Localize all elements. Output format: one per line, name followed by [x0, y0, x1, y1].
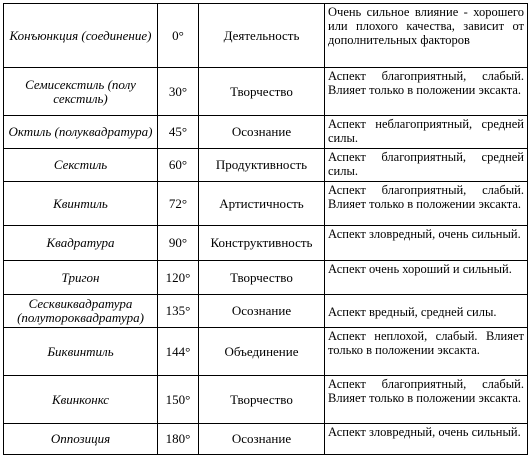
aspect-angle: 135°	[158, 295, 199, 328]
aspect-meaning: Объединение	[199, 328, 325, 376]
table-row	[4, 328, 528, 376]
aspect-angle: 120°	[158, 261, 199, 295]
aspect-angle: 90°	[158, 226, 199, 261]
aspect-meaning: Деятельность	[199, 4, 325, 68]
aspect-meaning: Творчество	[199, 68, 325, 116]
aspect-name: Оппозиция	[4, 424, 158, 455]
aspect-name: Сесквиквадратура (полутороквадратура)	[4, 295, 158, 328]
aspect-angle: 180°	[158, 424, 199, 455]
aspect-name: Секстиль	[4, 149, 158, 182]
aspect-meaning: Конструктивность	[199, 226, 325, 261]
aspect-name: Семисекстиль (полу секстиль)	[4, 68, 158, 116]
aspect-name: Квинконкс	[4, 376, 158, 424]
aspects-table	[3, 3, 528, 455]
aspect-meaning: Творчество	[199, 376, 325, 424]
aspect-angle: 60°	[158, 149, 199, 182]
aspect-meaning: Творчество	[199, 261, 325, 295]
aspect-name: Биквинтиль	[4, 328, 158, 376]
aspect-angle: 150°	[158, 376, 199, 424]
table-row	[4, 261, 528, 295]
table-row	[4, 4, 528, 68]
aspect-meaning: Осознание	[199, 116, 325, 149]
aspect-name: Квадратура	[4, 226, 158, 261]
aspect-description: Аспект благоприятный, слабый. Влияет только в положении эксакта.	[325, 182, 528, 226]
aspect-angle: 72°	[158, 182, 199, 226]
aspect-angle: 0°	[158, 4, 199, 68]
aspect-meaning: Осознание	[199, 295, 325, 328]
aspect-description: Очень сильное влияние - хорошего или плохого качества, зависит от дополнительных факторов	[325, 4, 528, 68]
aspect-name: Квинтиль	[4, 182, 158, 226]
aspect-name: Тригон	[4, 261, 158, 295]
aspect-angle: 144°	[158, 328, 199, 376]
aspect-description: Аспект благоприятный, слабый. Влияет только в положении эксакта.	[325, 376, 528, 424]
table-row	[4, 116, 528, 149]
aspect-meaning: Продуктивность	[199, 149, 325, 182]
aspect-description: Аспект неплохой, слабый. Влияет только в положении эксакта.	[325, 328, 528, 376]
aspect-meaning: Осознание	[199, 424, 325, 455]
table-row	[4, 226, 528, 261]
table-row	[4, 182, 528, 226]
aspect-name: Конъюнкция (соединение)	[4, 4, 158, 68]
table-row	[4, 295, 528, 328]
table-row	[4, 149, 528, 182]
aspect-description: Аспект зловредный, очень сильный.	[325, 226, 528, 261]
aspect-angle: 45°	[158, 116, 199, 149]
aspect-description: Аспект очень хороший и сильный.	[325, 261, 528, 295]
aspect-name: Октиль (полуквадратура)	[4, 116, 158, 149]
aspect-description: Аспект зловредный, очень сильный.	[325, 424, 528, 455]
aspect-description: Аспект вредный, средней силы.	[325, 295, 528, 328]
aspect-description: Аспект благоприятный, слабый. Влияет только в положении эксакта.	[325, 68, 528, 116]
aspect-meaning: Артистичность	[199, 182, 325, 226]
table-row	[4, 68, 528, 116]
table-row	[4, 376, 528, 424]
table-row	[4, 424, 528, 455]
aspect-description: Аспект благоприятный, средней силы.	[325, 149, 528, 182]
aspect-description: Аспект неблагоприятный, средней силы.	[325, 116, 528, 149]
aspect-angle: 30°	[158, 68, 199, 116]
